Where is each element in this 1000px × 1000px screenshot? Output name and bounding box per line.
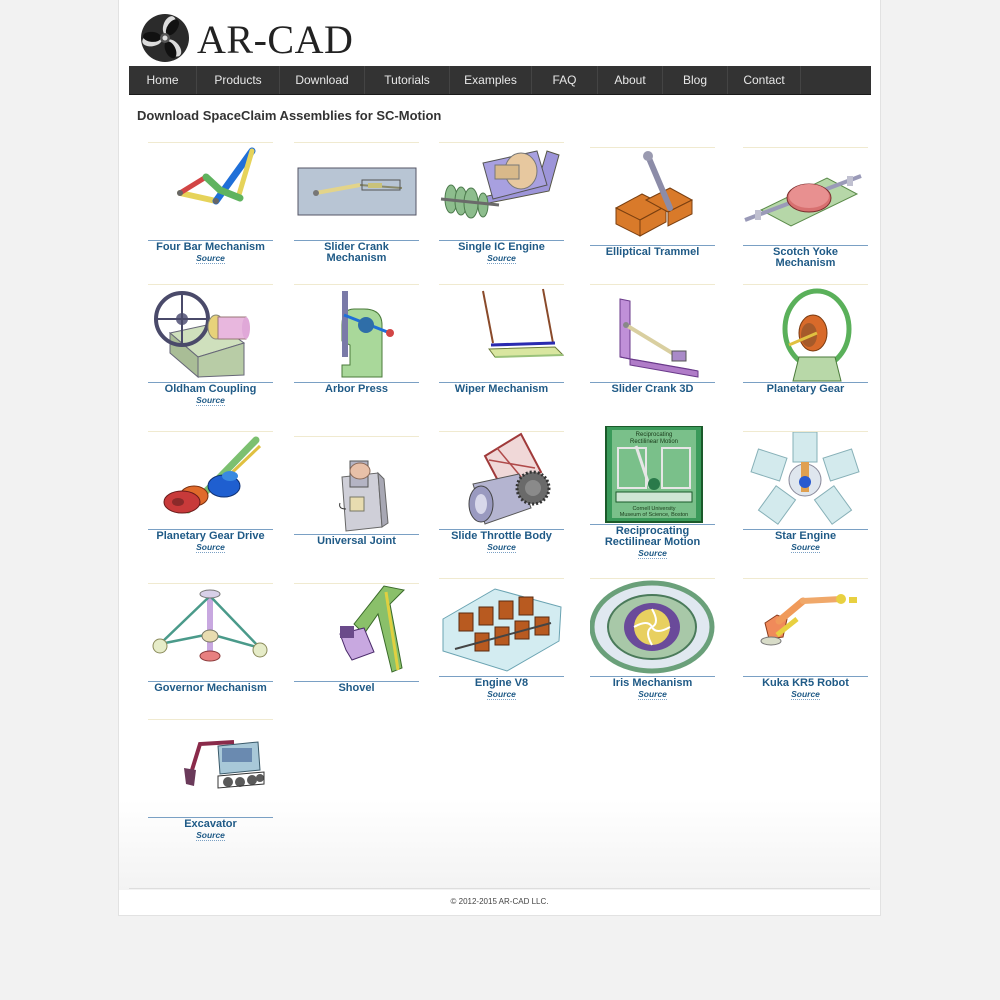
star-engine-thumbnail[interactable]	[743, 431, 868, 530]
excavator-thumbnail[interactable]	[148, 719, 273, 818]
throttle-body-source-link[interactable]	[439, 542, 564, 552]
engine-v8-source-text[interactable]: Source	[487, 689, 516, 699]
main-navbar	[129, 66, 871, 95]
four-bar-thumbnail[interactable]	[148, 142, 273, 241]
elliptical-trammel-thumbnail[interactable]	[590, 147, 715, 246]
copyright-text: © 2012-2015 AR-CAD LLC.	[450, 897, 549, 906]
oldham-coupling-source-text[interactable]: Source	[196, 395, 225, 405]
nav-contact[interactable]: Contact	[728, 66, 801, 94]
page-container	[118, 0, 881, 916]
excavator-source-link[interactable]	[148, 830, 273, 840]
planetary-gear-drive-link[interactable]: Planetary Gear Drive	[148, 529, 273, 542]
oldham-coupling-link[interactable]: Oldham Coupling	[148, 382, 273, 395]
excavator-source-text[interactable]: Source	[196, 830, 225, 840]
shovel-thumbnail[interactable]	[294, 583, 419, 682]
four-bar-source-text[interactable]: Source	[196, 253, 225, 263]
star-engine-link[interactable]: Star Engine	[743, 529, 868, 542]
logo-text: AR-CAD	[197, 17, 354, 62]
nav-blog[interactable]: Blog	[663, 66, 728, 94]
throttle-body-thumbnail[interactable]	[439, 431, 564, 530]
kuka-thumbnail[interactable]	[743, 578, 868, 677]
iris-thumbnail[interactable]	[590, 578, 715, 677]
ic-engine-link[interactable]: Single IC Engine	[439, 240, 564, 253]
iris-source-text[interactable]: Source	[638, 689, 667, 699]
throttle-body-link[interactable]: Slide Throttle Body	[439, 529, 564, 542]
reciprocating-plate-line1: Reciprocating	[635, 432, 673, 438]
slider-crank-link[interactable]: Slider Crank Mechanism	[294, 240, 419, 264]
footer-divider	[129, 888, 870, 889]
reciprocating-plate-line3: Cornell University	[632, 506, 676, 512]
four-bar-link[interactable]: Four Bar Mechanism	[148, 240, 273, 253]
reciprocating-plate-line4: Museum of Science, Boston	[619, 512, 689, 518]
reciprocating-thumbnail[interactable]	[590, 426, 715, 524]
slider-crank-3d-link[interactable]: Slider Crank 3D	[590, 382, 715, 395]
engine-v8-link[interactable]: Engine V8	[439, 676, 564, 689]
throttle-body-source-text[interactable]: Source	[487, 542, 516, 552]
kuka-link[interactable]: Kuka KR5 Robot	[743, 676, 868, 689]
nav-tutorials[interactable]: Tutorials	[365, 66, 450, 94]
slider-crank-3d-thumbnail[interactable]	[590, 284, 715, 383]
ic-engine-thumbnail[interactable]	[439, 142, 564, 241]
nav-home[interactable]: Home	[129, 66, 197, 94]
kuka-source-link[interactable]	[743, 689, 868, 699]
universal-joint-link[interactable]: Universal Joint	[294, 534, 419, 547]
reciprocating-plate-line2: Rectilinear Motion	[629, 439, 679, 445]
site-logo[interactable]	[139, 12, 359, 64]
engine-v8-source-link[interactable]	[439, 689, 564, 699]
planetary-gear-thumbnail[interactable]	[743, 284, 868, 383]
engine-v8-thumbnail[interactable]	[439, 578, 564, 677]
four-bar-source-link[interactable]	[148, 253, 273, 263]
reciprocating-source-link[interactable]	[590, 548, 715, 558]
kuka-source-text[interactable]: Source	[791, 689, 820, 699]
arbor-press-thumbnail[interactable]	[294, 284, 419, 383]
oldham-coupling-source-link[interactable]	[148, 395, 273, 405]
star-engine-source-text[interactable]: Source	[791, 542, 820, 552]
governor-link[interactable]: Governor Mechanism	[148, 681, 273, 694]
ic-engine-source-link[interactable]	[439, 253, 564, 263]
reciprocating-link[interactable]: Reciprocating Rectilinear Motion	[590, 524, 715, 548]
universal-joint-thumbnail[interactable]	[294, 436, 419, 535]
scotch-yoke-thumbnail[interactable]	[743, 147, 868, 246]
nav-examples[interactable]: Examples	[450, 66, 532, 94]
planetary-gear-drive-source-link[interactable]	[148, 542, 273, 552]
nav-download[interactable]: Download	[280, 66, 365, 94]
star-engine-source-link[interactable]	[743, 542, 868, 552]
page-title: Download SpaceClaim Assemblies for SC-Motion	[137, 108, 442, 123]
planetary-gear-drive-source-text[interactable]: Source	[196, 542, 225, 552]
iris-link[interactable]: Iris Mechanism	[590, 676, 715, 689]
wiper-link[interactable]: Wiper Mechanism	[439, 382, 564, 395]
governor-thumbnail[interactable]	[148, 583, 273, 682]
excavator-link[interactable]: Excavator	[148, 817, 273, 830]
nav-about[interactable]: About	[598, 66, 663, 94]
shovel-link[interactable]: Shovel	[294, 681, 419, 694]
arbor-press-link[interactable]: Arbor Press	[294, 382, 419, 395]
wiper-thumbnail[interactable]	[439, 284, 564, 383]
elliptical-trammel-link[interactable]: Elliptical Trammel	[590, 245, 715, 258]
oldham-coupling-thumbnail[interactable]	[148, 284, 273, 383]
slider-crank-thumbnail[interactable]	[294, 142, 419, 241]
ic-engine-source-text[interactable]: Source	[487, 253, 516, 263]
planetary-gear-drive-thumbnail[interactable]	[148, 431, 273, 530]
nav-faq[interactable]: FAQ	[532, 66, 598, 94]
planetary-gear-link[interactable]: Planetary Gear	[743, 382, 868, 395]
propeller-logo-icon	[139, 12, 191, 64]
iris-source-link[interactable]	[590, 689, 715, 699]
scotch-yoke-link[interactable]: Scotch Yoke Mechanism	[743, 245, 868, 269]
nav-products[interactable]: Products	[197, 66, 280, 94]
reciprocating-source-text[interactable]: Source	[638, 548, 667, 558]
